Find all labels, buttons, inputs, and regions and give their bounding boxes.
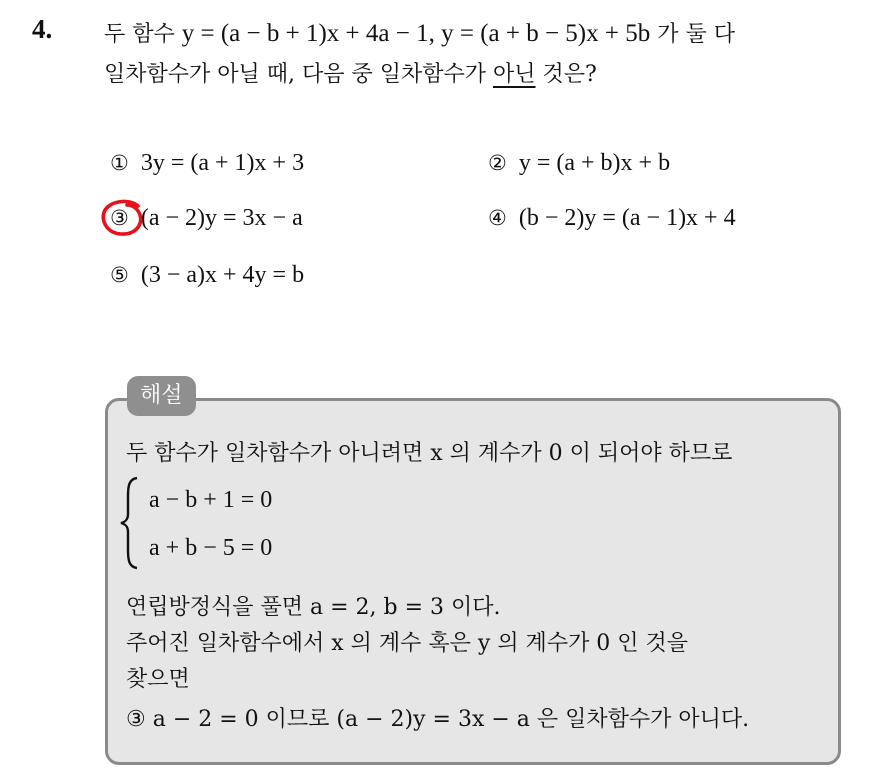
solution-tag: 해설 [127, 376, 196, 416]
solution-line: 연립방정식을 풀면 a = 2, b = 3 이다. [126, 595, 501, 620]
option-expression: (a − 2)y = 3x − a [140, 205, 303, 231]
option-marker: ③ [110, 206, 129, 230]
option-marker: ② [488, 151, 507, 175]
question-math: y = (a − b + 1)x + 4a − 1, y = (a + b − 5)x + 5b [181, 20, 651, 47]
option-marker: ① [110, 151, 129, 175]
problem-number: 4. [32, 14, 53, 44]
solution-line: 주어진 일차함수에서 x 의 계수 혹은 y 의 계수가 0 인 것을 [126, 631, 689, 656]
underlined-emphasis: 아닌 [493, 62, 536, 87]
option-2[interactable] [488, 150, 670, 177]
answer-circle-mark [100, 198, 146, 238]
system-equation-2: a + b − 5 = 0 [149, 535, 273, 561]
question-text: 일차함수가 아닐 때, 다음 중 일차함수가 [104, 62, 493, 87]
question-text: 가 둘 다 [650, 22, 735, 47]
system-equation-1: a − b + 1 = 0 [149, 487, 273, 513]
solution-line: 두 함수가 일차함수가 아니려면 x 의 계수가 0 이 되어야 하므로 [126, 441, 733, 466]
solution-line: 찾으면 [126, 667, 190, 692]
option-5[interactable] [110, 262, 304, 289]
question-line-1 [104, 17, 735, 48]
option-marker: ⑤ [110, 263, 129, 287]
option-expression: y = (a + b)x + b [518, 150, 671, 176]
option-4[interactable] [488, 205, 736, 232]
option-expression: 3y = (a + 1)x + 3 [140, 150, 305, 176]
question-text: 두 함수 [104, 22, 182, 47]
option-1[interactable] [110, 150, 304, 177]
option-expression: (3 − a)x + 4y = b [140, 262, 305, 288]
question-line-2 [104, 57, 597, 88]
brace-icon [119, 476, 141, 570]
question-text: 것은? [535, 62, 597, 87]
solution-line: ③ a − 2 = 0 이므로 (a − 2)y = 3x − a 은 일차함수가 아니다. [126, 707, 750, 732]
option-marker: ④ [488, 206, 507, 230]
option-expression: (b − 2)y = (a − 1)x + 4 [518, 205, 736, 231]
